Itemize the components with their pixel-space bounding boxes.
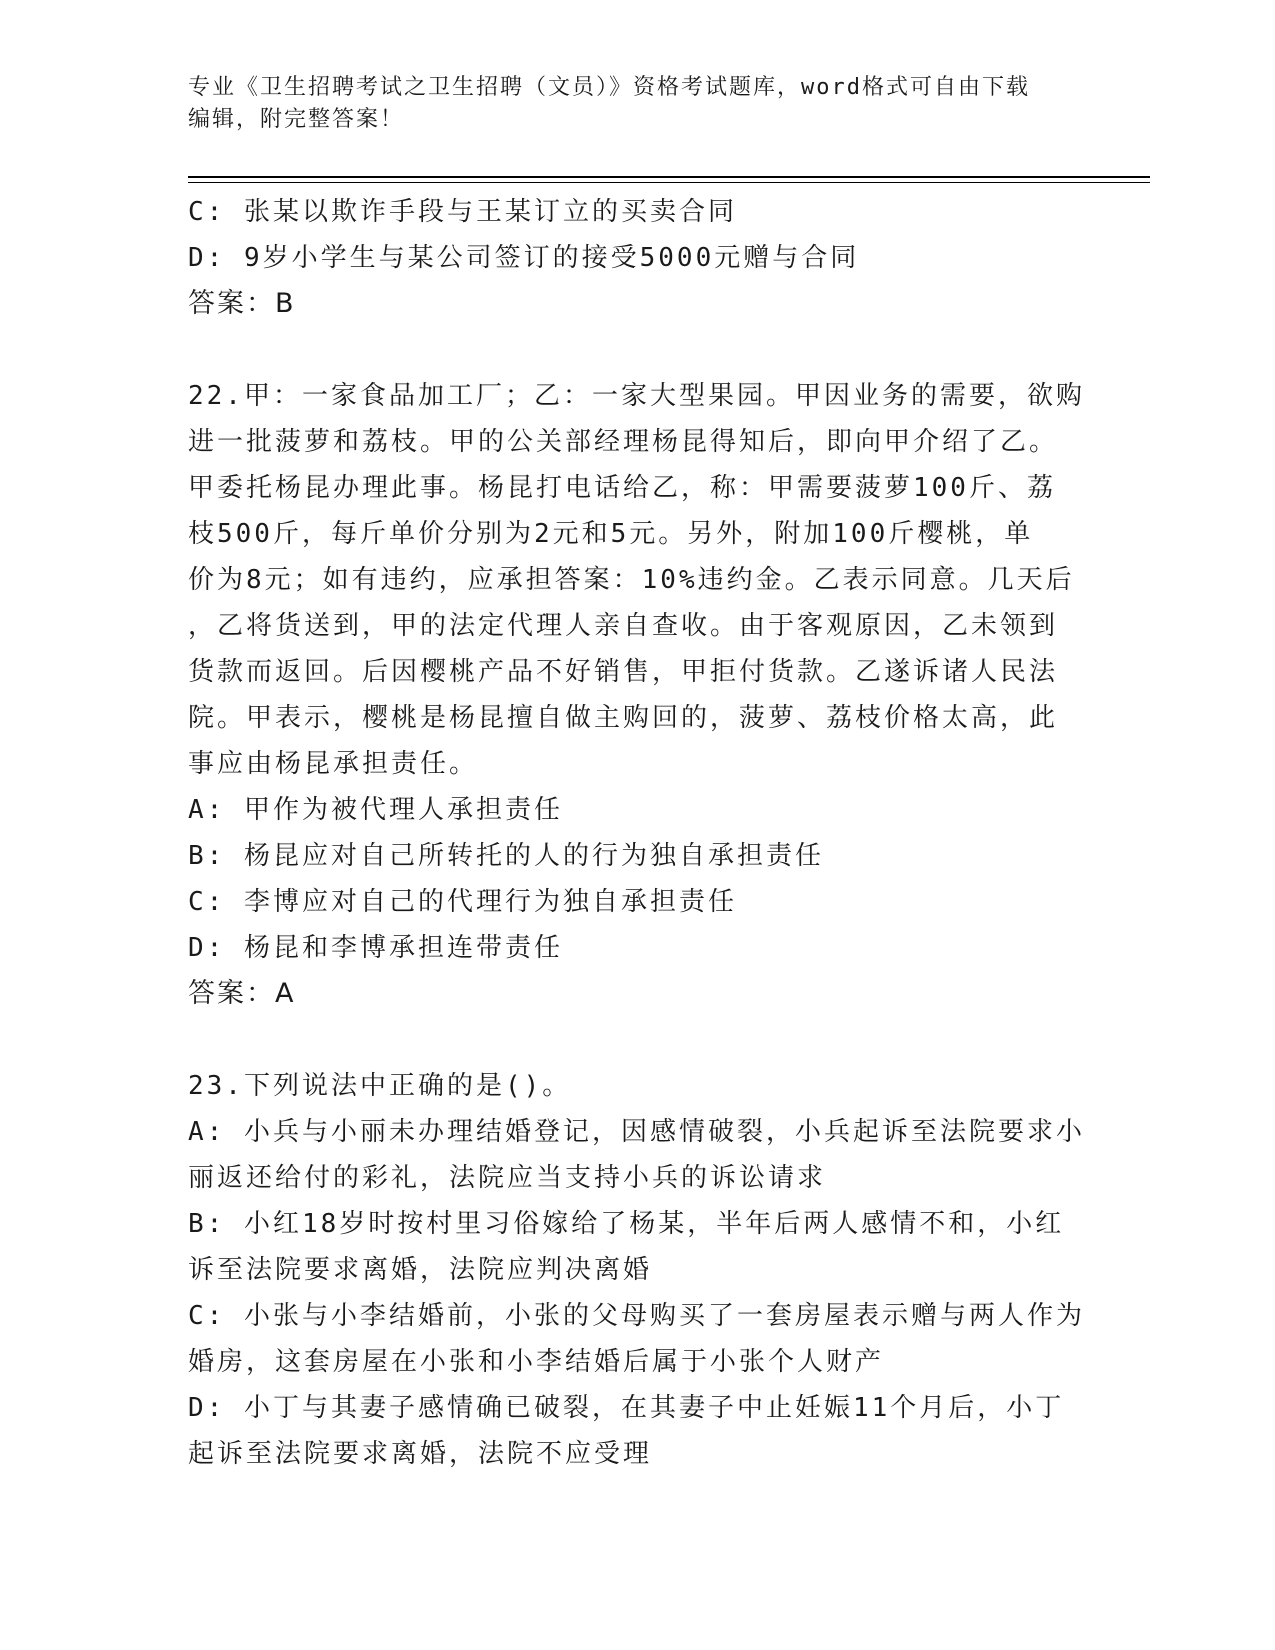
q23-option-d-line: D: 小丁与其妻子感情确已破裂，在其妻子中止妊娠11个月后，小丁 (188, 1393, 1065, 1423)
q22-option-a: A: 甲作为被代理人承担责任 (188, 795, 563, 825)
header-divider-thin (188, 182, 1150, 183)
q23-option-a-line: A: 小兵与小丽未办理结婚登记，因感情破裂，小兵起诉至法院要求小 (188, 1117, 1085, 1147)
q22-option-c: C: 李博应对自己的代理行为独自承担责任 (188, 887, 737, 917)
q23-option-c-line: 婚房，这套房屋在小张和小李结婚后属于小张个人财产 (188, 1347, 885, 1377)
header-line-2: 编辑，附完整答案！ (188, 107, 405, 132)
q22-stem-line: ，乙将货送到，甲的法定代理人亲自查收。由于客观原因，乙未领到 (188, 611, 1059, 641)
q22-stem-line: 进一批菠萝和荔枝。甲的公关部经理杨昆得知后，即向甲介绍了乙。 (188, 427, 1059, 457)
q21-option-d: D: 9岁小学生与某公司签订的接受5000元赠与合同 (188, 243, 860, 273)
q23-option-b-line: B: 小红18岁时按村里习俗嫁给了杨某，半年后两人感情不和，小红 (188, 1209, 1065, 1239)
q22-answer: 答案：A (188, 978, 296, 1009)
header-divider-thick (188, 176, 1150, 178)
q22-stem-line: 22.甲：一家食品加工厂；乙：一家大型果园。甲因业务的需要，欲购 (188, 381, 1085, 411)
q22-stem-line: 事应由杨昆承担责任。 (188, 749, 479, 779)
q22-option-b: B: 杨昆应对自己所转托的人的行为独自承担责任 (188, 841, 824, 871)
q23-option-a-line: 丽返还给付的彩礼，法院应当支持小兵的诉讼请求 (188, 1163, 827, 1193)
q22-stem-line: 货款而返回。后因樱桃产品不好销售，甲拒付货款。乙遂诉诸人民法 (188, 657, 1059, 687)
document-header (188, 72, 1088, 136)
q23-option-c-line: C: 小张与小李结婚前，小张的父母购买了一套房屋表示赠与两人作为 (188, 1301, 1085, 1331)
q23-stem: 23.下列说法中正确的是()。 (188, 1071, 572, 1101)
document-body (188, 189, 1088, 1477)
q23-option-b-line: 诉至法院要求离婚，法院应判决离婚 (188, 1255, 653, 1285)
q22-stem-line: 价为8元；如有违约，应承担答案：10%违约金。乙表示同意。几天后 (188, 565, 1075, 595)
spacer (188, 327, 1088, 373)
q22-stem-line: 枝500斤，每斤单价分别为2元和5元。另外，附加100斤樱桃，单 (188, 519, 1034, 549)
q21-answer: 答案：B (188, 288, 296, 319)
q22-option-d: D: 杨昆和李博承担连带责任 (188, 933, 563, 963)
q22-stem-line: 院。甲表示，樱桃是杨昆擅自做主购回的，菠萝、荔枝价格太高，此 (188, 703, 1059, 733)
header-line-1: 专业《卫生招聘考试之卫生招聘（文员）》资格考试题库，word格式可自由下载 (188, 75, 1030, 100)
spacer (188, 1017, 1088, 1063)
q23-option-d-line: 起诉至法院要求离婚，法院不应受理 (188, 1439, 653, 1469)
q22-stem-line: 甲委托杨昆办理此事。杨昆打电话给乙，称：甲需要菠萝100斤、荔 (188, 473, 1056, 503)
q21-option-c: C: 张某以欺诈手段与王某订立的买卖合同 (188, 197, 737, 227)
